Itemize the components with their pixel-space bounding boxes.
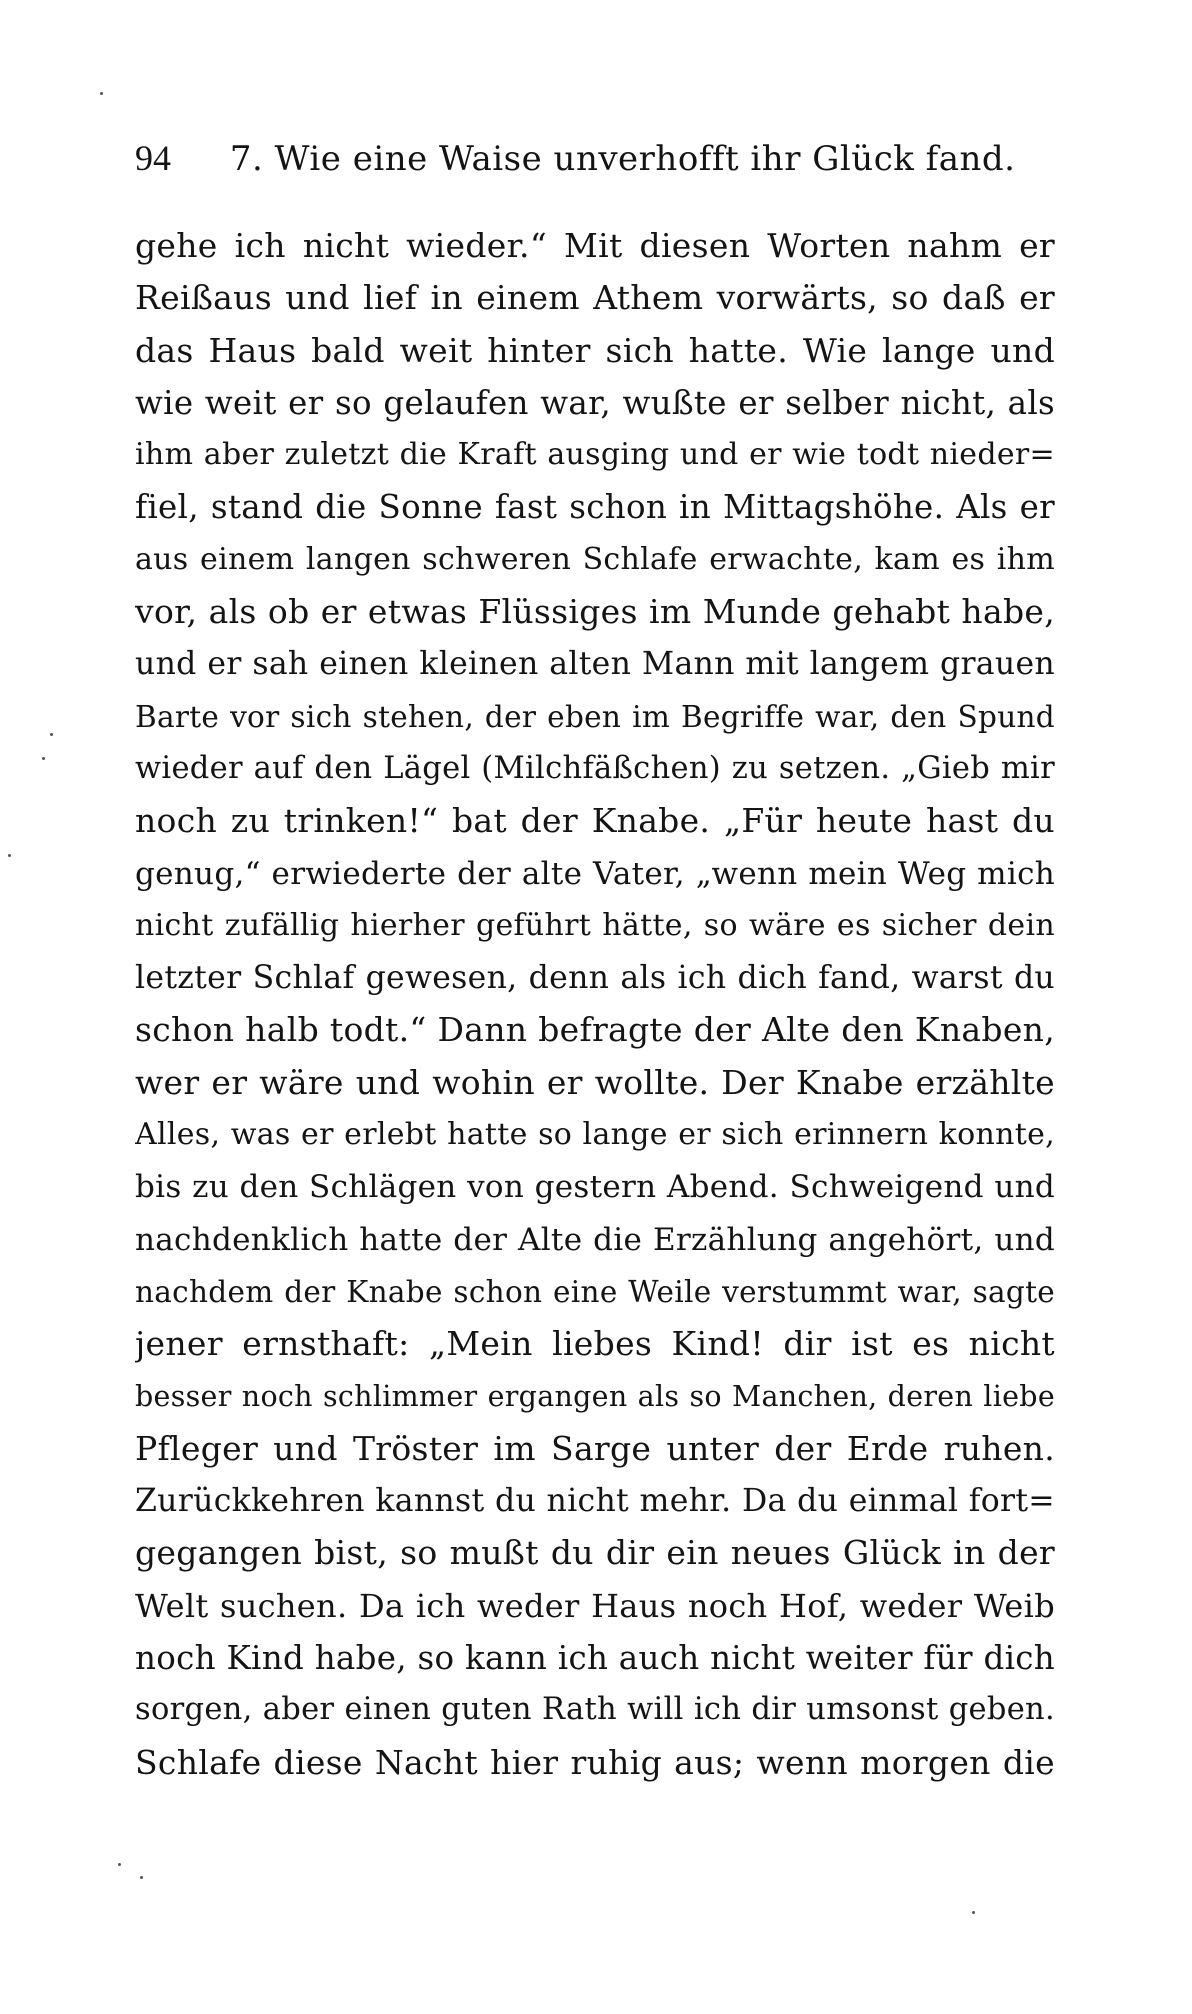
scan-speck [42, 757, 45, 760]
text-line: gegangen bist, so mußt du dir ein neues Glück in der [135, 1533, 1055, 1573]
text-line: schon halb todt.“ Dann befragte der Alte den Knaben, [135, 1010, 1055, 1050]
text-line: besser noch schlimmer ergangen als so Manchen, deren liebe [135, 1379, 1055, 1413]
text-line: Schlafe diese Nacht hier ruhig aus; wenn morgen die [135, 1742, 1055, 1782]
text-line: Reißaus und lief in einem Athem vorwärts, so daß er [135, 278, 1055, 318]
running-head: 7. Wie eine Waise unverhofft ihr Glück fand. [229, 139, 1016, 179]
text-line: und er sah einen kleinen alten Mann mit langem grauen [135, 646, 1055, 683]
text-line: fiel, stand die Sonne fast schon in Mittagshöhe. Als er [135, 488, 1055, 527]
text-line: gehe ich nicht wieder.“ Mit diesen Worten nahm er [135, 226, 1055, 265]
text-line: letzter Schlaf gewesen, denn als ich dich fand, warst du [135, 960, 1055, 997]
text-line: wieder auf den Lägel (Milchfäßchen) zu setzen. „Gieb mir [135, 750, 1055, 786]
scan-speck [8, 854, 11, 857]
text-line: nachdenklich hatte der Alte die Erzählung angehört, und [135, 1221, 1055, 1258]
text-line: wie weit er so gelaufen war, wußte er selber nicht, als [135, 383, 1055, 422]
text-line: nicht zufällig hierher geführt hätte, so wäre es sicher dein [135, 907, 1055, 943]
text-line: Zurückkehren kannst du nicht mehr. Da du einmal fort= [135, 1483, 1055, 1520]
text-line: noch zu trinken!“ bat der Knabe. „Für heute hast du [135, 801, 1055, 841]
text-line: Welt suchen. Da ich weder Haus noch Hof, weder Weib [135, 1586, 1055, 1625]
page-number: 94 [135, 138, 171, 178]
scan-speck [118, 1863, 121, 1866]
text-line: Alles, was er erlebt hatte so lange er sich erinnern konnte, [135, 1117, 1055, 1153]
text-line: noch Kind habe, so kann ich auch nicht weiter für dich [135, 1639, 1055, 1678]
text-line: Barte vor sich stehen, der eben im Begriffe war, den Spund [135, 699, 1055, 734]
text-line: jener ernsthaft: „Mein liebes Kind! dir ist es nicht [135, 1324, 1055, 1364]
scan-speck [972, 1911, 975, 1914]
scan-speck [50, 733, 53, 736]
text-line: vor, als ob er etwas Flüssiges im Munde gehabt habe, [135, 592, 1055, 632]
text-line: wer er wäre und wohin er wollte. Der Knabe erzählte [135, 1062, 1055, 1102]
page-header [135, 133, 1035, 183]
text-line: das Haus bald weit hinter sich hatte. Wie lange und [135, 330, 1055, 370]
text-line: bis zu den Schlägen von gestern Abend. Schweigend und [135, 1169, 1055, 1206]
text-line: genug,“ erwiederte der alte Vater, „wenn mein Weg mich [135, 855, 1055, 892]
body-text [135, 220, 1055, 1789]
text-line: sorgen, aber einen guten Rath will ich dir umsonst geben. [135, 1692, 1055, 1728]
text-line: ihm aber zuletzt die Kraft ausging und er wie todt nieder= [135, 437, 1055, 473]
text-line: Pfleger und Tröster im Sarge unter der Erde ruhen. [135, 1428, 1055, 1468]
text-line: nachdem der Knabe schon eine Weile verstummt war, sagte [135, 1274, 1055, 1309]
scan-speck [100, 92, 103, 95]
text-line: aus einem langen schweren Schlafe erwachte, kam es ihm [135, 541, 1055, 577]
scan-speck [140, 1876, 143, 1879]
